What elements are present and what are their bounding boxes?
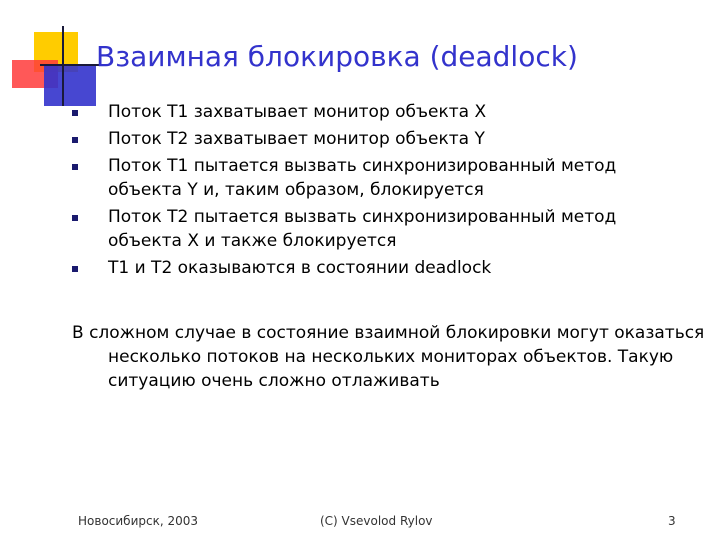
bullet-marker-icon xyxy=(72,215,78,221)
footer-copyright: (C) Vsevolod Rylov xyxy=(320,514,433,528)
bullet-text: Поток T1 пытается вызвать синхронизированный метод объекта Y и, таким образом, блокируется xyxy=(108,156,617,200)
logo-vertical-line xyxy=(62,26,64,106)
bullet-marker-icon xyxy=(72,110,78,116)
slide-title: Взаимная блокировка (deadlock) xyxy=(96,40,578,73)
bullet-item xyxy=(72,154,672,202)
bullet-marker-icon xyxy=(72,137,78,143)
footer-location-year: Новосибирск, 2003 xyxy=(78,514,199,528)
logo-horizontal-line xyxy=(40,64,104,66)
bullet-list xyxy=(72,100,672,283)
bullet-text: Поток T1 захватывает монитор объекта X xyxy=(108,102,487,122)
slide-logo xyxy=(0,0,110,110)
bullet-item xyxy=(72,256,672,280)
bullet-text: Поток T2 захватывает монитор объекта Y xyxy=(108,129,485,149)
summary-paragraph: В сложном случае в состояние взаимной блокировки могут оказаться несколько потоков на нескольких мониторах объектов. Такую ситуацию очень сложно отлаживать xyxy=(72,323,705,391)
bullet-item xyxy=(72,205,672,253)
bullet-text: T1 и T2 оказываются в состоянии deadlock xyxy=(108,258,492,278)
bullet-item xyxy=(72,100,672,124)
bullet-marker-icon xyxy=(72,266,78,272)
bullet-marker-icon xyxy=(72,164,78,170)
bullet-text: Поток T2 пытается вызвать синхронизированный метод объекта X и также блокируется xyxy=(108,207,617,251)
bullet-item xyxy=(72,127,672,151)
footer-page-number: 3 xyxy=(668,514,676,528)
